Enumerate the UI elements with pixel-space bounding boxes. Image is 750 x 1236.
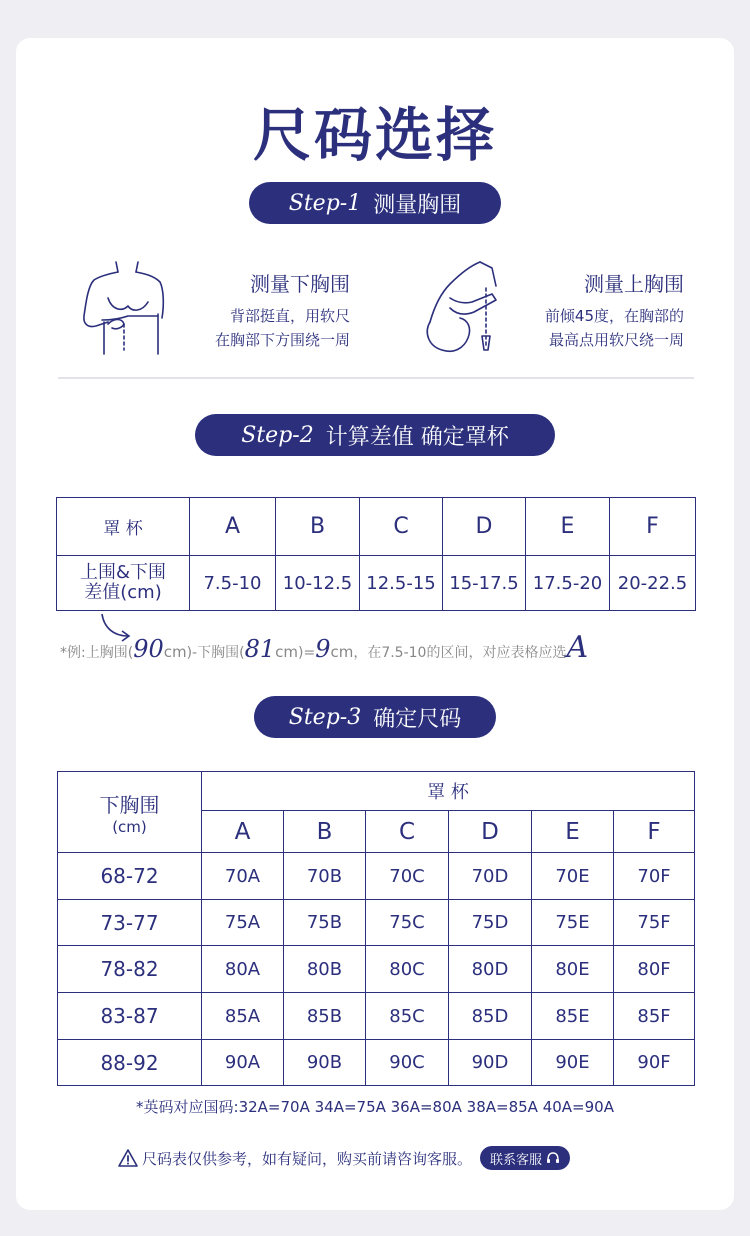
- size-cell: 90C: [366, 1040, 449, 1086]
- difference-row-label-line2: 差值(cm): [84, 582, 162, 603]
- under-bust-header-line2: (cm): [112, 817, 147, 836]
- size-cell: 75D: [449, 900, 532, 946]
- size-cell: 80C: [366, 946, 449, 993]
- size-cell: 85D: [449, 993, 532, 1040]
- step2-heading: 计算差值 确定罩杯: [325, 424, 509, 450]
- under-bust-title: 测量下胸围: [250, 272, 350, 296]
- size-cell: 70A: [202, 853, 284, 900]
- size-cell: 80F: [614, 946, 695, 993]
- size-cell: 90B: [284, 1040, 366, 1086]
- size-cell: 70D: [449, 853, 532, 900]
- under-bust-header-line1: 下胸围: [99, 792, 160, 817]
- table-row: [58, 993, 695, 1040]
- size-cell: 90E: [532, 1040, 614, 1086]
- size-cell: 90A: [202, 1040, 284, 1086]
- page-title: 尺码选择: [252, 101, 497, 169]
- table-row: [58, 900, 695, 946]
- size-cell: 70C: [366, 853, 449, 900]
- size-cell: 70E: [532, 853, 614, 900]
- step1-heading: 测量胸围: [373, 192, 462, 218]
- warning-icon: [118, 1149, 138, 1167]
- size-cell: 75F: [614, 900, 695, 946]
- range-cell-d: 15-17.5: [443, 556, 526, 611]
- range-cell-c: 12.5-15: [360, 556, 443, 611]
- example-unit-2: cm: [275, 643, 298, 661]
- size-conversion-note: *英码对应国码:32A=70A 34A=75A 36A=80A 38A=85A 40A=90A: [136, 1098, 614, 1116]
- size-cell: 85A: [202, 993, 284, 1040]
- range-cell-e: 17.5-20: [526, 556, 610, 611]
- upper-bust-desc-line2: 最高点用软尺绕一周: [548, 331, 684, 349]
- step1-label: Step-1: [288, 190, 362, 216]
- step1-badge: [249, 182, 501, 224]
- size-cell: 75C: [366, 900, 449, 946]
- cup-col-b: B: [276, 498, 360, 556]
- step2-label: Step-2: [241, 422, 314, 448]
- under-bust-header: [58, 772, 202, 853]
- contact-service-button[interactable]: [480, 1146, 570, 1170]
- example-suffix: ，在7.5-10的区间，对应表格应选: [353, 645, 567, 661]
- under-bust-desc: [150, 304, 350, 352]
- calculation-example: [60, 630, 700, 670]
- cup-col-d: D: [443, 498, 526, 556]
- difference-row-label: [57, 556, 190, 611]
- size-cell: 75B: [284, 900, 366, 946]
- row-range: 83-87: [58, 993, 202, 1040]
- cup-header-cell: 罩 杯: [57, 498, 190, 556]
- size-cell: 75A: [202, 900, 284, 946]
- size-cell: 80D: [449, 946, 532, 993]
- under-bust-desc-line1: 背部挺直，用软尺: [229, 307, 350, 325]
- size-cup-col-e: E: [532, 811, 614, 853]
- step3-label: Step-3: [288, 704, 362, 730]
- size-cell: 90D: [449, 1040, 532, 1086]
- row-range: 73-77: [58, 900, 202, 946]
- size-chart-table: [57, 771, 695, 1086]
- table-row: [58, 853, 695, 900]
- cup-col-c: C: [360, 498, 443, 556]
- row-range: 78-82: [58, 946, 202, 993]
- cup-difference-table: [56, 497, 696, 611]
- row-range: 68-72: [58, 853, 202, 900]
- size-cup-col-d: D: [449, 811, 532, 853]
- size-cell: 70F: [614, 853, 695, 900]
- range-cell-f: 20-22.5: [610, 556, 696, 611]
- cup-col-f: F: [610, 498, 696, 556]
- range-cell-a: 7.5-10: [190, 556, 276, 611]
- size-cup-col-c: C: [366, 811, 449, 853]
- range-cell-b: 10-12.5: [276, 556, 360, 611]
- size-cell: 70B: [284, 853, 366, 900]
- difference-row-label-line1: 上围&下围: [79, 562, 167, 583]
- size-cell: 80A: [202, 946, 284, 993]
- size-cup-col-b: B: [284, 811, 366, 853]
- example-prefix: *例:上胸围(: [60, 645, 134, 661]
- cup-col-a: A: [190, 498, 276, 556]
- upper-bust-desc-line1: 前倾45度，在胸部的: [544, 307, 684, 325]
- table-row: [58, 946, 695, 993]
- size-cell: 85F: [614, 993, 695, 1040]
- upper-bust-title: 测量上胸围: [584, 272, 684, 296]
- example-diff-value: 9: [315, 635, 331, 663]
- footer-disclaimer: [118, 1145, 570, 1171]
- section-divider: [58, 377, 694, 379]
- step3-heading: 确定尺码: [373, 706, 462, 732]
- step3-badge: [254, 696, 496, 738]
- example-unit-3: cm: [330, 643, 354, 661]
- example-result: A: [566, 630, 589, 665]
- footer-text: 尺码表仅供参考，如有疑问，购买前请咨询客服。: [142, 1149, 473, 1168]
- example-under-value: 81: [244, 635, 276, 663]
- size-cup-col-a: A: [202, 811, 284, 853]
- size-cell: 80E: [532, 946, 614, 993]
- example-mid: )-下胸围(: [186, 645, 245, 661]
- contact-service-label: 联系客服: [490, 1152, 543, 1168]
- example-equals: )=: [297, 645, 316, 661]
- size-cell: 75E: [532, 900, 614, 946]
- upper-bust-desc: [480, 304, 684, 352]
- under-bust-desc-line2: 在胸部下方围绕一周: [214, 331, 350, 349]
- cup-group-header: 罩 杯: [202, 772, 695, 811]
- size-cell: 90F: [614, 1040, 695, 1086]
- example-unit-1: cm: [163, 643, 187, 661]
- size-cell: 85E: [532, 993, 614, 1040]
- size-cup-col-f: F: [614, 811, 695, 853]
- size-cell: 85C: [366, 993, 449, 1040]
- cup-col-e: E: [526, 498, 610, 556]
- step2-badge: [195, 414, 555, 456]
- headset-icon: [546, 1152, 560, 1165]
- size-cell: 80B: [284, 946, 366, 993]
- size-cell: 85B: [284, 993, 366, 1040]
- example-bust-value: 90: [133, 635, 164, 663]
- row-range: 88-92: [58, 1040, 202, 1086]
- table-row: [58, 1040, 695, 1086]
